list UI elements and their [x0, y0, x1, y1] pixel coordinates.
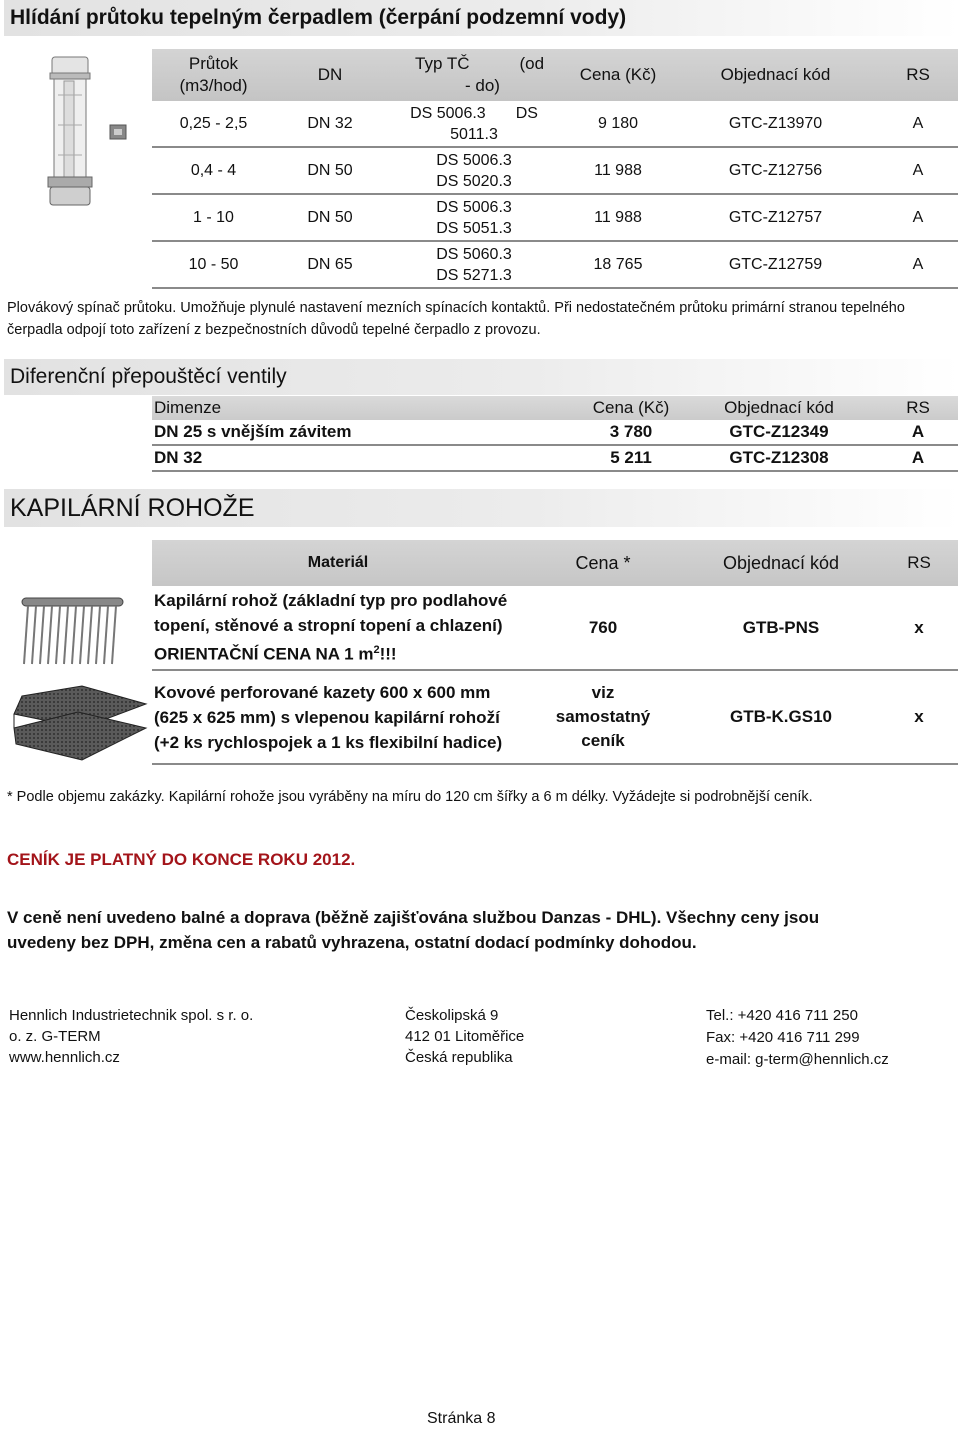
col-code: Objednací kód [673, 49, 878, 101]
dn-cell: DN 50 [275, 147, 385, 194]
table-row [152, 670, 958, 764]
col-price: Cena * [524, 540, 682, 586]
mats-table [152, 540, 958, 765]
flow-cell: 0,25 - 2,5 [152, 101, 275, 147]
validity-notice: CENÍK JE PLATNÝ DO KONCE ROKU 2012. [7, 850, 356, 869]
footer-contact: Tel.: +420 416 711 250 Fax: +420 416 711 299 e-mail: g-term@hennlich.cz [706, 1007, 889, 1068]
material-cell: Kovové perforované kazety 600 x 600 mm (625 x 625 mm) s vlepenou kapilární rohoží (+2 ks rychlospojek a 1 ks flexibilní hadice) [152, 670, 524, 764]
rs-cell: A [878, 147, 958, 194]
flow-switch-image [28, 55, 143, 207]
flow-cell: 10 - 50 [152, 241, 275, 288]
code-cell: GTC-Z12757 [673, 194, 878, 241]
footer-address: Českolipská 9 412 01 Litoměřice Česká republika [405, 1007, 525, 1066]
rs-cell: A [878, 241, 958, 288]
table-row [152, 241, 958, 288]
dn-cell: DN 32 [275, 101, 385, 147]
perforated-cassette-image [12, 684, 148, 762]
code-cell: GTB-PNS [682, 586, 880, 670]
valves-title: Diferenční přepouštěcí ventily [4, 359, 960, 395]
pricing-note: V ceně není uvedeno balné a doprava (běžně zajišťována službou Danzas - DHL). Všechny ceny jsou uvedeny bez DPH, změna cen a rabatů vyhrazena, ostatní dodací podmínky dohodou. [7, 908, 820, 952]
code-cell: GTC-Z12349 [680, 420, 878, 445]
flow-table-header [152, 49, 958, 101]
price-cell: 5 211 [582, 445, 680, 471]
table-row [152, 586, 958, 670]
col-rs: RS [878, 49, 958, 101]
col-dn: DN [275, 49, 385, 101]
rs-cell: x [880, 670, 958, 764]
code-cell: GTC-Z13970 [673, 101, 878, 147]
table-row [152, 101, 958, 147]
typ-cell: DS 5060.3 DS 5271.3 [385, 241, 563, 288]
col-dim: Dimenze [152, 396, 582, 420]
page-title: Hlídání průtoku tepelným čerpadlem (čerpání podzemní vody) [4, 0, 960, 36]
dn-cell: DN 50 [275, 194, 385, 241]
valves-table-header [152, 396, 958, 420]
material-cell: Kapilární rohož (základní typ pro podlahové topení, stěnové a stropní topení a chlazení) ORIENTAČNÍ CENA NA 1 $m^2$!!! [152, 586, 524, 670]
typ-cell: DS 5006.3 DS 5020.3 [385, 147, 563, 194]
typ-cell: DS 5006.3 DS 5051.3 [385, 194, 563, 241]
code-cell: GTB-K.GS10 [682, 670, 880, 764]
rs-cell: x [880, 586, 958, 670]
price-cell: viz samostatný ceník [524, 670, 682, 764]
col-rs: RS [880, 540, 958, 586]
flow-cell: 1 - 10 [152, 194, 275, 241]
col-price: Cena (Kč) [582, 396, 680, 420]
col-code: Objednací kód [682, 540, 880, 586]
footer-company: Hennlich Industrietechnik spol. s r. o. o. z. G-TERM www.hennlich.cz [9, 1007, 254, 1066]
rs-cell: A [878, 101, 958, 147]
mats-table-header [152, 540, 958, 586]
dn-cell: DN 65 [275, 241, 385, 288]
page-number: Stránka 8 [427, 1410, 496, 1427]
price-cell: 18 765 [563, 241, 673, 288]
valves-table [152, 396, 958, 472]
price-cell: 3 780 [582, 420, 680, 445]
code-cell: GTC-Z12756 [673, 147, 878, 194]
table-row [152, 194, 958, 241]
price-cell: 11 988 [563, 147, 673, 194]
typ-cell: DS 5006.3 DS 5011.3 [385, 101, 563, 147]
col-typ: Typ TČ (od - do) [385, 49, 563, 101]
col-code: Objednací kód [680, 396, 878, 420]
col-rs: RS [878, 396, 958, 420]
capillary-mat-image [20, 578, 125, 666]
flow-table [152, 49, 958, 289]
table-row [152, 445, 958, 471]
col-price: Cena (Kč) [563, 49, 673, 101]
table-row [152, 420, 958, 445]
price-cell: 9 180 [563, 101, 673, 147]
mats-note: * Podle objemu zakázky. Kapilární rohože jsou vyráběny na míru do 120 cm šířky a 6 m délky. Vyžádejte si podrobnější ceník. [7, 789, 813, 805]
flow-cell: 0,4 - 4 [152, 147, 275, 194]
mats-title: KAPILÁRNÍ ROHOŽE [4, 489, 960, 527]
dim-cell: DN 25 s vnějším závitem [152, 420, 582, 445]
rs-cell: A [878, 445, 958, 471]
rs-cell: A [878, 420, 958, 445]
price-cell: 760 [524, 586, 682, 670]
table-row [152, 147, 958, 194]
col-material: Materiál [152, 540, 524, 586]
col-flow: Průtok (m3/hod) [152, 49, 275, 101]
code-cell: GTC-Z12308 [680, 445, 878, 471]
code-cell: GTC-Z12759 [673, 241, 878, 288]
rs-cell: A [878, 194, 958, 241]
dim-cell: DN 32 [152, 445, 582, 471]
flow-note: Plovákový spínač průtoku. Umožňuje plynulé nastavení mezních spínacích kontaktů. Při nedostatečném průtoku primární stranou tepelného čerpadla odpojí toto zařízení z bezpečnostních důvodů tepelné čerpadlo z provozu. [7, 300, 905, 338]
price-cell: 11 988 [563, 194, 673, 241]
